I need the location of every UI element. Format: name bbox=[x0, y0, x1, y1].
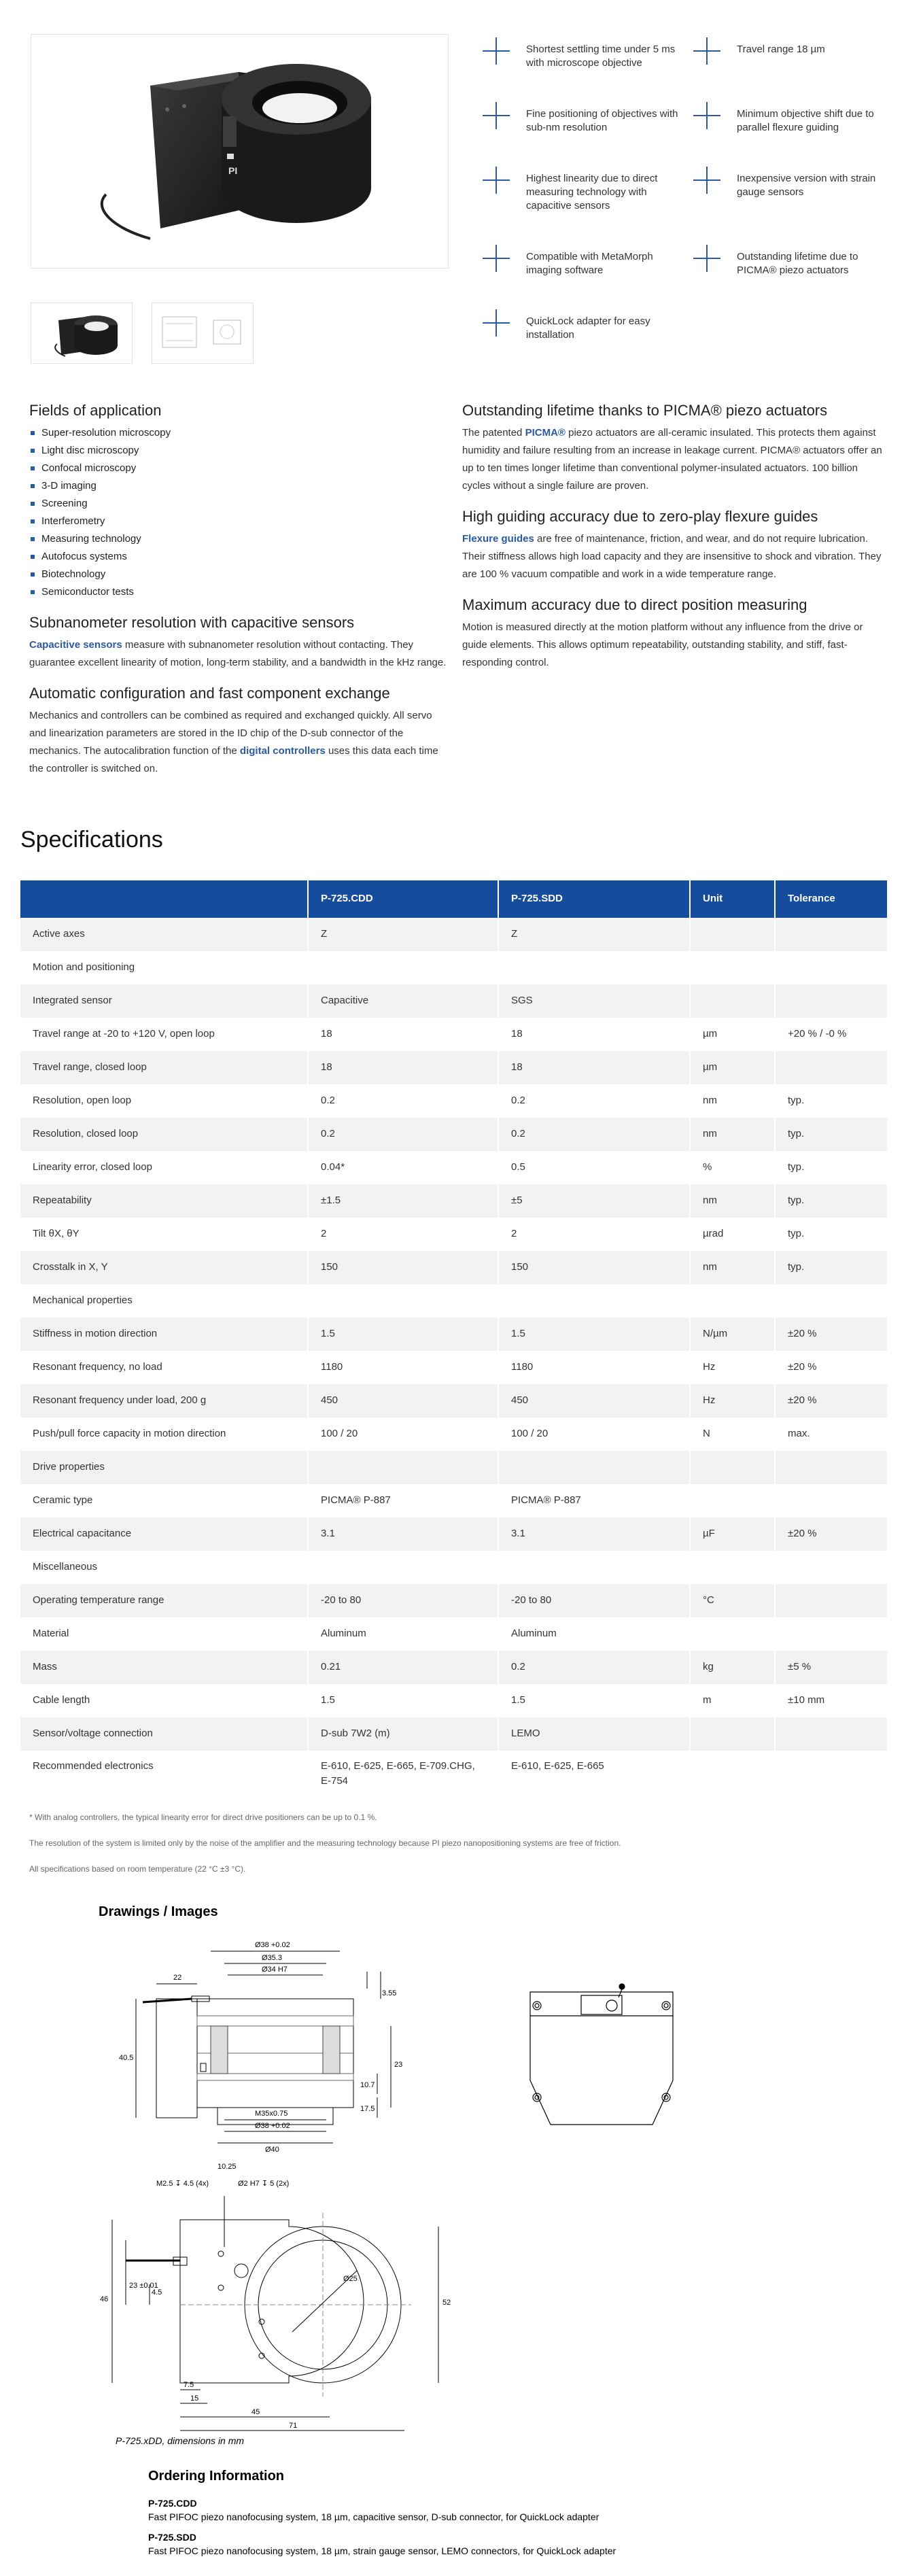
table-cell: Capacitive bbox=[308, 984, 498, 1018]
dimension-label: Ø34 H7 bbox=[262, 1965, 288, 1974]
table-row bbox=[20, 1318, 887, 1351]
table-cell: 18 bbox=[308, 1051, 498, 1084]
table-cell: +20 % / -0 % bbox=[788, 1028, 847, 1040]
capacitive-sensors-link[interactable]: Capacitive sensors bbox=[29, 639, 122, 651]
dimension-label: Ø2 H7 ↧ 5 (2x) bbox=[238, 2180, 290, 2188]
dimension-label: 22 bbox=[173, 1974, 182, 1982]
table-cell: 0.2 bbox=[308, 1084, 498, 1118]
accuracy-title: Maximum accuracy due to direct position measuring bbox=[462, 596, 807, 613]
feature-item bbox=[483, 102, 680, 135]
feature-text: Inexpensive version with strain gauge sensors bbox=[737, 173, 876, 198]
list-item: Super-resolution microscopy bbox=[29, 424, 451, 442]
rear-view-drawing bbox=[517, 1978, 686, 2135]
table-cell: Linearity error, closed loop bbox=[20, 1151, 308, 1184]
table-cell: typ. bbox=[788, 1228, 805, 1240]
table-cell: 0.5 bbox=[498, 1151, 690, 1184]
dimension-label: M35x0.75 bbox=[255, 2110, 288, 2118]
table-cell: °C bbox=[690, 1584, 775, 1617]
plus-icon bbox=[483, 309, 510, 337]
table-cell: Cable length bbox=[20, 1684, 308, 1717]
table-cell: ±10 mm bbox=[788, 1694, 825, 1706]
table-cell bbox=[775, 951, 887, 984]
table-cell bbox=[308, 1284, 498, 1318]
column-header: Tolerance bbox=[775, 880, 887, 918]
table-cell: ±5 % bbox=[775, 1651, 887, 1684]
table-cell: Travel range, closed loop bbox=[20, 1051, 308, 1084]
table-cell: E-610, E-625, E-665, E-709.CHG, E-754 bbox=[308, 1751, 498, 1800]
table-cell: ±5 bbox=[498, 1184, 690, 1218]
table-row bbox=[20, 1151, 887, 1184]
table-cell: typ. bbox=[775, 1184, 887, 1218]
dimension-label: 52 bbox=[442, 2299, 451, 2307]
table-cell bbox=[775, 1484, 887, 1517]
order-description: Fast PIFOC piezo nanofocusing system, 18 µm, capacitive sensor, D-sub connector, for QuickLock adapter bbox=[148, 2511, 599, 2522]
dimension-label: 4.5 bbox=[152, 2288, 162, 2297]
table-row bbox=[20, 1251, 887, 1284]
list-item: Measuring technology bbox=[29, 530, 451, 548]
table-cell: Ceramic type bbox=[20, 1484, 308, 1517]
table-cell: Travel range at -20 to +120 V, open loop bbox=[20, 1018, 308, 1051]
table-row bbox=[20, 951, 887, 984]
table-cell bbox=[498, 1451, 690, 1484]
dimension-label: 3.55 bbox=[382, 1989, 397, 1997]
table-header-row bbox=[20, 880, 887, 918]
dimension-label: 46 bbox=[100, 2295, 109, 2303]
svg-text:PI: PI bbox=[228, 165, 238, 176]
feature-item bbox=[483, 309, 680, 342]
table-cell bbox=[775, 1717, 887, 1751]
table-cell: 0.2 bbox=[308, 1118, 498, 1151]
table-cell: nm bbox=[690, 1084, 775, 1118]
table-row bbox=[20, 1517, 887, 1551]
table-cell: Z bbox=[308, 918, 498, 951]
table-cell bbox=[690, 918, 775, 951]
table-cell bbox=[775, 1551, 887, 1584]
table-cell: 150 bbox=[308, 1251, 498, 1284]
table-cell bbox=[308, 1551, 498, 1584]
table-cell: Z bbox=[498, 918, 690, 951]
dimension-label: Ø25 bbox=[343, 2275, 358, 2283]
plus-icon bbox=[483, 37, 510, 65]
table-cell: 1.5 bbox=[308, 1684, 498, 1717]
list-item: Light disc microscopy bbox=[29, 442, 451, 460]
feature-item bbox=[693, 37, 890, 65]
table-row bbox=[20, 1451, 887, 1484]
table-cell bbox=[690, 1551, 775, 1584]
plus-icon bbox=[693, 167, 720, 194]
feature-text: Highest linearity due to direct measuring technology with capacitive sensors bbox=[526, 173, 658, 211]
table-cell: Sensor/voltage connection bbox=[20, 1717, 308, 1751]
dimension-label: 7.5 bbox=[184, 2381, 194, 2389]
table-cell bbox=[308, 1451, 498, 1484]
dimension-label: Ø38 +0.02 bbox=[255, 2122, 290, 2130]
drawings-title: Drawings / Images bbox=[99, 1904, 218, 1919]
subnano-paragraph: Capacitive sensors measure with subnanometer resolution without contacting. They guarantee excellent linearity of motion, long-term stability, and a bandwidth in the kHz range. bbox=[29, 639, 447, 668]
table-cell: Resolution, open loop bbox=[20, 1084, 308, 1118]
order-code: P-725.CDD bbox=[148, 2498, 197, 2509]
table-cell bbox=[775, 1617, 887, 1651]
table-cell: Repeatability bbox=[20, 1184, 308, 1218]
feature-item bbox=[483, 245, 680, 277]
table-cell: % bbox=[690, 1151, 775, 1184]
table-cell: ±20 % bbox=[775, 1517, 887, 1551]
list-item: Autofocus systems bbox=[29, 548, 451, 566]
specifications-title: Specifications bbox=[20, 827, 163, 853]
dimension-label: 23 bbox=[394, 2061, 403, 2069]
table-cell: nm bbox=[690, 1251, 775, 1284]
table-cell: nm bbox=[690, 1118, 775, 1151]
table-cell: 18 bbox=[498, 1051, 690, 1084]
table-cell bbox=[690, 1751, 775, 1800]
footnote: * With analog controllers, the typical linearity error for direct drive positioners can be up to 0.1 %. bbox=[29, 1813, 377, 1822]
dimension-label: 45 bbox=[251, 2408, 260, 2416]
table-cell: Operating temperature range bbox=[20, 1584, 308, 1617]
table-cell bbox=[775, 1584, 887, 1617]
table-cell: PICMA® P-887 bbox=[308, 1484, 498, 1517]
gallery-thumbnail-photo[interactable] bbox=[31, 303, 133, 364]
table-row bbox=[20, 1484, 887, 1517]
table-cell: 2 bbox=[498, 1218, 690, 1251]
table-cell: µrad bbox=[690, 1218, 775, 1251]
table-cell: 100 / 20 bbox=[308, 1418, 498, 1451]
side-view-drawing bbox=[116, 1931, 455, 2155]
table-cell bbox=[690, 1284, 775, 1318]
table-cell: Aluminum bbox=[498, 1617, 690, 1651]
table-row bbox=[20, 1617, 887, 1651]
lifetime-title: Outstanding lifetime thanks to PICMA® piezo actuators bbox=[462, 402, 828, 419]
order-item bbox=[148, 2530, 760, 2558]
dimension-label: 15 bbox=[190, 2394, 199, 2403]
top-view-drawing bbox=[99, 2159, 466, 2444]
table-cell: E-610, E-625, E-665 bbox=[498, 1751, 690, 1800]
table-cell: ±1.5 bbox=[308, 1184, 498, 1218]
description-left-column bbox=[29, 401, 451, 790]
feature-text: Compatible with MetaMorph imaging software bbox=[526, 251, 653, 276]
table-cell: Integrated sensor bbox=[20, 984, 308, 1018]
dimension-label: 71 bbox=[289, 2422, 298, 2430]
column-header: Unit bbox=[690, 880, 775, 918]
dimension-label: 40.5 bbox=[119, 2054, 134, 2062]
fields-title: Fields of application bbox=[29, 402, 162, 419]
table-cell: N/µm bbox=[690, 1318, 775, 1351]
table-cell bbox=[308, 951, 498, 984]
table-cell bbox=[690, 951, 775, 984]
feature-item bbox=[483, 37, 680, 70]
table-cell bbox=[775, 984, 887, 1018]
dimension-label: 23 ±0.01 bbox=[129, 2282, 158, 2290]
feature-text: Fine positioning of objectives with sub-nm resolution bbox=[526, 108, 678, 133]
table-row bbox=[20, 1018, 887, 1051]
table-row bbox=[20, 1418, 887, 1451]
table-row bbox=[20, 1651, 887, 1684]
table-row bbox=[20, 1084, 887, 1118]
table-cell: Push/pull force capacity in motion direction bbox=[20, 1418, 308, 1451]
table-cell: typ. bbox=[788, 1161, 805, 1173]
plus-icon bbox=[483, 102, 510, 129]
drawing-caption: P-725.xDD, dimensions in mm bbox=[116, 2435, 245, 2446]
table-cell: D-sub 7W2 (m) bbox=[308, 1717, 498, 1751]
dimension-label: Ø35.3 bbox=[262, 1954, 282, 1962]
autoconf-paragraph: Mechanics and controllers can be combined as required and exchanged quickly. All servo and linearization parameters are stored in the ID chip of the D-sub connector of the mechanics. The autocalibration function of the digital controllers uses this data each time the controller is switched on. bbox=[29, 710, 438, 774]
plus-icon bbox=[483, 245, 510, 272]
dimension-label: Ø38 +0.02 bbox=[255, 1941, 290, 1949]
table-cell: µF bbox=[690, 1517, 775, 1551]
table-row bbox=[20, 1551, 887, 1584]
table-cell: 18 bbox=[308, 1018, 498, 1051]
table-cell: µm bbox=[690, 1051, 775, 1084]
feature-text: Outstanding lifetime due to PICMA® piezo actuators bbox=[737, 251, 858, 276]
table-cell: Mechanical properties bbox=[20, 1284, 308, 1318]
table-cell: Stiffness in motion direction bbox=[20, 1318, 308, 1351]
table-cell: typ. bbox=[775, 1118, 887, 1151]
table-cell bbox=[690, 1617, 775, 1651]
table-cell: 0.2 bbox=[498, 1651, 690, 1684]
table-cell: 18 bbox=[498, 1018, 690, 1051]
accuracy-paragraph: Motion is measured directly at the motion platform without any influence from the drive or guide elements. This allows optimum repeatability, outstanding stability, and stiff, fast-responding control. bbox=[462, 621, 863, 668]
table-row bbox=[20, 1284, 887, 1318]
table-cell bbox=[498, 951, 690, 984]
feature-text: Shortest settling time under 5 ms with microscope objective bbox=[526, 44, 676, 69]
table-row bbox=[20, 1184, 887, 1218]
table-cell: ±20 % bbox=[788, 1361, 817, 1373]
table-row bbox=[20, 1118, 887, 1151]
table-row bbox=[20, 1751, 887, 1800]
table-row bbox=[20, 984, 887, 1018]
list-item: 3-D imaging bbox=[29, 477, 451, 495]
list-item: Interferometry bbox=[29, 513, 451, 530]
table-cell bbox=[690, 1484, 775, 1517]
table-cell: -20 to 80 bbox=[308, 1584, 498, 1617]
table-cell: kg bbox=[690, 1651, 775, 1684]
plus-icon bbox=[483, 167, 510, 194]
table-cell: Aluminum bbox=[308, 1617, 498, 1651]
table-cell: 0.2 bbox=[498, 1118, 690, 1151]
table-cell: Active axes bbox=[20, 918, 308, 951]
table-cell bbox=[690, 1717, 775, 1751]
table-row bbox=[20, 1351, 887, 1384]
table-cell: µm bbox=[690, 1018, 775, 1051]
table-cell: 100 / 20 bbox=[498, 1418, 690, 1451]
table-cell: max. bbox=[788, 1428, 810, 1440]
list-item: Semiconductor tests bbox=[29, 583, 451, 601]
lifetime-paragraph: The patented PICMA® piezo actuators are all-ceramic insulated. This protects them against humidity and failure resulting from an increase in leakage current. PICMA® actuators offer an up to ten times longer lifetime than conventional polymer-insulated actuators. 100 billion cycles without a single failure are proven. bbox=[462, 427, 882, 492]
order-item bbox=[148, 2496, 760, 2524]
table-cell: Resolution, closed loop bbox=[20, 1118, 308, 1151]
table-cell: Resonant frequency under load, 200 g bbox=[20, 1384, 308, 1418]
table-cell: N bbox=[690, 1418, 775, 1451]
product-overview bbox=[31, 34, 887, 374]
table-cell: 1180 bbox=[308, 1351, 498, 1384]
table-cell: 1.5 bbox=[498, 1684, 690, 1717]
application-list bbox=[29, 424, 451, 601]
autoconf-title: Automatic configuration and fast component exchange bbox=[29, 685, 390, 702]
plus-icon bbox=[693, 37, 720, 65]
picma-link[interactable]: PICMA® bbox=[525, 427, 566, 439]
table-cell bbox=[775, 1284, 887, 1318]
table-cell: 2 bbox=[308, 1218, 498, 1251]
table-cell bbox=[690, 984, 775, 1018]
table-cell: ±20 % bbox=[775, 1318, 887, 1351]
table-cell: 150 bbox=[498, 1251, 690, 1284]
table-cell: 0.04* bbox=[308, 1151, 498, 1184]
table-cell: 1180 bbox=[498, 1351, 690, 1384]
specifications-table bbox=[20, 880, 887, 1800]
guiding-title: High guiding accuracy due to zero-play flexure guides bbox=[462, 508, 818, 525]
feature-text: Travel range 18 µm bbox=[737, 44, 825, 55]
specifications-body bbox=[20, 918, 887, 1800]
column-header bbox=[20, 880, 308, 918]
table-cell: 450 bbox=[308, 1384, 498, 1418]
footnote: The resolution of the system is limited only by the noise of the amplifier and the measuring technology because PI piezo nanopositioning systems are free of friction. bbox=[29, 1838, 621, 1848]
table-cell: 0.21 bbox=[308, 1651, 498, 1684]
feature-item bbox=[483, 167, 680, 213]
table-cell: ±20 % bbox=[775, 1384, 887, 1418]
product-main-image[interactable] bbox=[31, 34, 449, 269]
dimension-label: Ø40 bbox=[265, 2146, 279, 2154]
description-right-column bbox=[462, 401, 884, 684]
table-row bbox=[20, 1717, 887, 1751]
order-code: P-725.SDD bbox=[148, 2532, 196, 2543]
table-cell: LEMO bbox=[498, 1717, 690, 1751]
dimension-label: 10.25 bbox=[218, 2163, 237, 2171]
list-item: Confocal microscopy bbox=[29, 460, 451, 477]
column-header: P-725.SDD bbox=[498, 880, 690, 918]
table-cell: Motion and positioning bbox=[20, 951, 308, 984]
table-cell: PICMA® P-887 bbox=[498, 1484, 690, 1517]
dimension-label: 17.5 bbox=[360, 2105, 375, 2113]
ordering-title: Ordering Information bbox=[148, 2469, 284, 2484]
guiding-paragraph: Flexure guides are free of maintenance, friction, and wear, and do not require lubrication. Their stiffness allows high load capacity and they are insensitive to shock and vibration. They are 100 % vacuum compatible and work in a wide temperature range. bbox=[462, 533, 882, 580]
table-cell: Hz bbox=[690, 1351, 775, 1384]
table-cell: typ. bbox=[775, 1251, 887, 1284]
table-cell bbox=[775, 1051, 887, 1084]
order-description: Fast PIFOC piezo nanofocusing system, 18 µm, strain gauge sensor, LEMO connectors, for QuickLock adapter bbox=[148, 2545, 616, 2556]
table-row bbox=[20, 1584, 887, 1617]
table-cell bbox=[690, 1451, 775, 1484]
table-cell: typ. bbox=[788, 1095, 805, 1107]
feature-text: QuickLock adapter for easy installation bbox=[526, 315, 650, 341]
feature-item bbox=[693, 102, 890, 135]
table-cell: Miscellaneous bbox=[20, 1551, 308, 1584]
dimension-label: 10.7 bbox=[360, 2081, 375, 2089]
table-cell: 3.1 bbox=[308, 1517, 498, 1551]
table-cell: Material bbox=[20, 1617, 308, 1651]
column-header: P-725.CDD bbox=[308, 880, 498, 918]
table-cell bbox=[498, 1284, 690, 1318]
table-cell: -20 to 80 bbox=[498, 1584, 690, 1617]
table-cell: Resonant frequency, no load bbox=[20, 1351, 308, 1384]
table-row bbox=[20, 1384, 887, 1418]
table-cell: m bbox=[690, 1684, 775, 1717]
gallery-thumbnail-drawing[interactable] bbox=[152, 303, 254, 364]
table-row bbox=[20, 1684, 887, 1717]
plus-icon bbox=[693, 245, 720, 272]
table-cell: nm bbox=[690, 1184, 775, 1218]
table-cell: 0.2 bbox=[498, 1084, 690, 1118]
table-cell: Drive properties bbox=[20, 1451, 308, 1484]
table-row bbox=[20, 1051, 887, 1084]
table-cell: Recommended electronics bbox=[20, 1751, 308, 1800]
table-cell bbox=[775, 1451, 887, 1484]
digital-controllers-link[interactable]: digital controllers bbox=[239, 745, 326, 757]
table-cell bbox=[775, 918, 887, 951]
feature-item bbox=[693, 167, 890, 199]
list-item: Screening bbox=[29, 495, 451, 513]
feature-item bbox=[693, 245, 890, 277]
subnano-title: Subnanometer resolution with capacitive sensors bbox=[29, 614, 355, 631]
table-cell: Electrical capacitance bbox=[20, 1517, 308, 1551]
table-cell: 3.1 bbox=[498, 1517, 690, 1551]
table-row bbox=[20, 918, 887, 951]
table-cell bbox=[498, 1551, 690, 1584]
table-cell: 1.5 bbox=[498, 1318, 690, 1351]
table-row bbox=[20, 1218, 887, 1251]
list-item: Biotechnology bbox=[29, 566, 451, 583]
flexure-guides-link[interactable]: Flexure guides bbox=[462, 533, 534, 545]
table-cell: 1.5 bbox=[308, 1318, 498, 1351]
table-cell: SGS bbox=[498, 984, 690, 1018]
feature-text: Minimum objective shift due to parallel flexure guiding bbox=[737, 108, 874, 133]
footnote: All specifications based on room temperature (22 °C ±3 °C). bbox=[29, 1864, 246, 1874]
plus-icon bbox=[693, 102, 720, 129]
table-cell: Mass bbox=[20, 1651, 308, 1684]
footnotes bbox=[29, 1812, 879, 1889]
table-cell: Tilt θX, θY bbox=[20, 1218, 308, 1251]
table-cell: Crosstalk in X, Y bbox=[20, 1251, 308, 1284]
table-cell: 450 bbox=[498, 1384, 690, 1418]
dimension-label: M2.5 ↧ 4.5 (4x) bbox=[156, 2180, 209, 2188]
table-cell: Hz bbox=[690, 1384, 775, 1418]
table-cell bbox=[775, 1751, 887, 1800]
